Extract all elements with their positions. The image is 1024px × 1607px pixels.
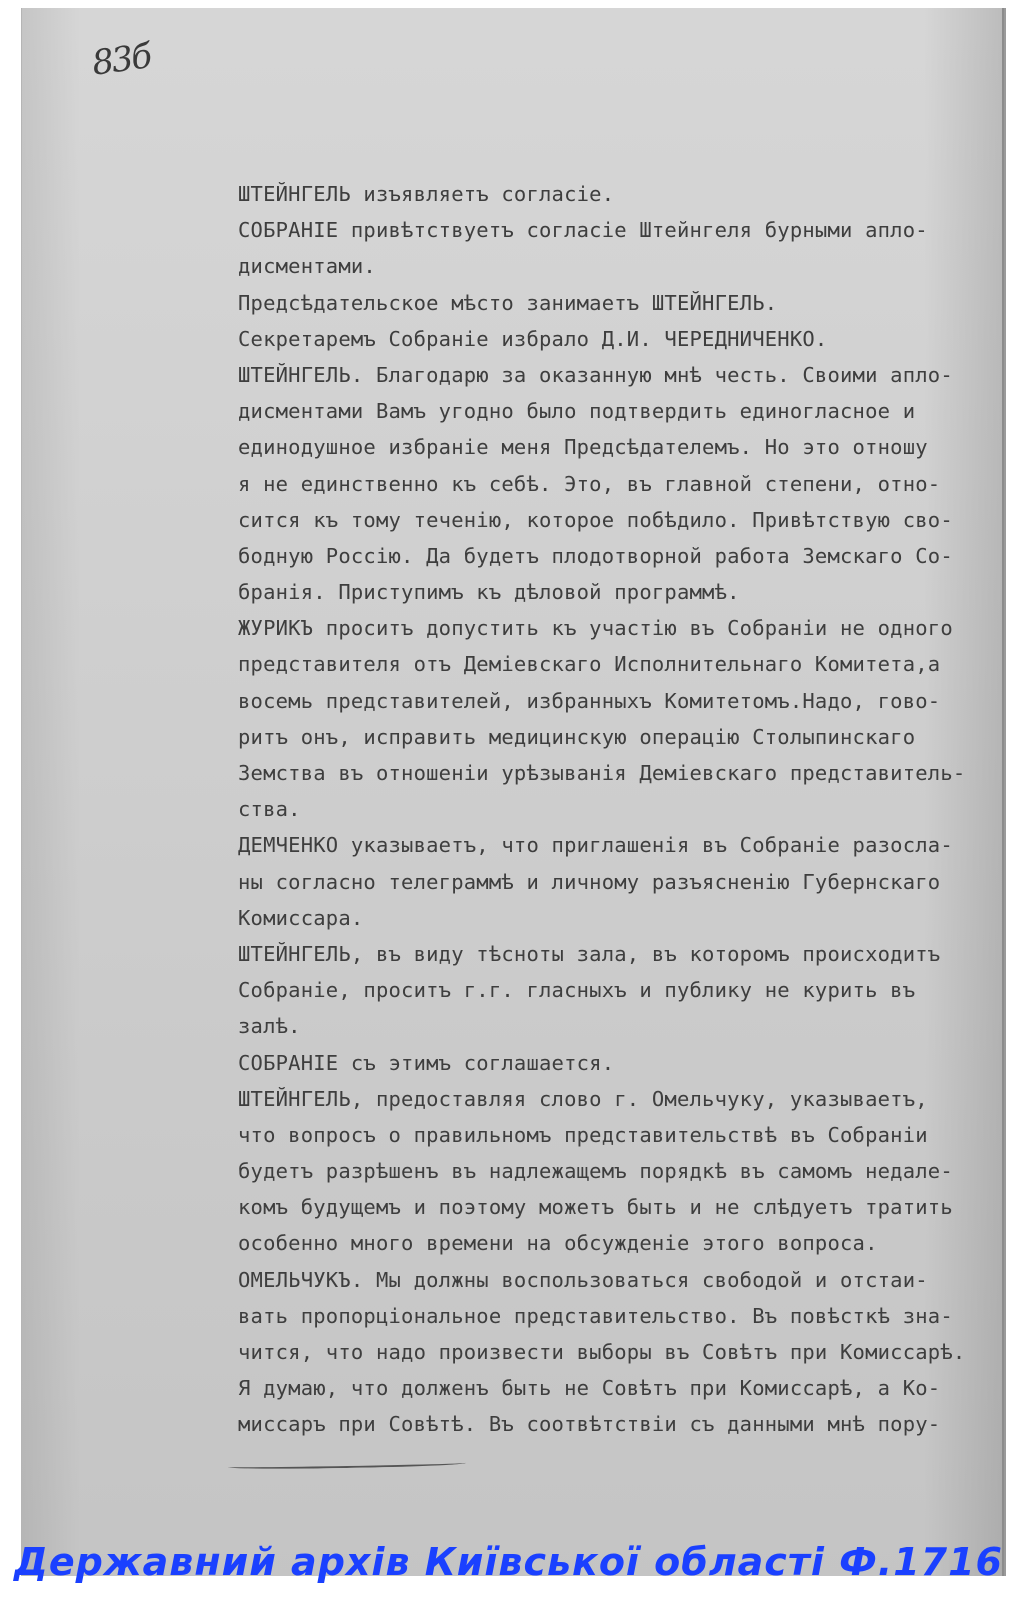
text-line: Я думаю, что долженъ быть не Совѣтъ при Комиссарѣ, а Ко- xyxy=(238,1376,941,1401)
text-line: Предсѣдательское мѣсто занимаетъ ШТЕЙНГЕЛЬ. xyxy=(238,290,778,315)
text-line: миссаръ при Совѣтѣ. Въ соотвѣтствіи съ данными мнѣ пору- xyxy=(238,1412,941,1437)
text-line: ШТЕЙНГЕЛЬ, предоставляя слово г. Омельчуку, указываетъ, xyxy=(238,1086,928,1111)
text-line: бранія. Приступимъ къ дѣловой программѣ. xyxy=(238,580,740,605)
text-line: Комиссара. xyxy=(238,905,364,930)
text-line: СОБРАНІЕ привѣтствуетъ согласіе Штейнгеля бурными апло- xyxy=(238,218,928,243)
text-line: залѣ. xyxy=(238,1014,301,1039)
text-line: бодную Россію. Да будетъ плодотворной работа Земскаго Со- xyxy=(238,543,953,568)
text-line: ны согласно телеграммѣ и личному разъясненію Губернскаго xyxy=(238,869,941,894)
text-line: ШТЕЙНГЕЛЬ, въ виду тѣсноты зала, въ которомъ происходитъ xyxy=(238,941,941,966)
text-line: будетъ разрѣшенъ въ надлежащемъ порядкѣ въ самомъ недале- xyxy=(238,1159,953,1184)
text-line: ШТЕЙНГЕЛЬ. Благодарю за оказанную мнѣ честь. Своими апло- xyxy=(238,362,953,387)
text-line: ОМЕЛЬЧУКЪ. Мы должны воспользоваться свободой и отстаи- xyxy=(238,1267,928,1292)
text-line: я не единственно къ себѣ. Это, въ главной степени, отно- xyxy=(238,471,941,496)
archive-watermark: Державний архів Київської області Ф.1716 xyxy=(14,1540,1003,1584)
text-line: представителя отъ Деміевскаго Исполнительнаго Комитета,а xyxy=(238,652,941,677)
text-line: сится къ тому теченію, которое побѣдило. Привѣтствую сво- xyxy=(238,507,953,532)
text-line: Секретаремъ Собраніе избрало Д.И. ЧЕРЕДНИЧЕНКО. xyxy=(238,326,828,351)
text-line: Собраніе, проситъ г.г. гласныхъ и публику не курить въ xyxy=(238,978,916,1003)
text-line: вать пропорціональное представительство. Въ повѣсткѣ зна- xyxy=(238,1303,953,1328)
text-line: ШТЕЙНГЕЛЬ изъявляетъ согласіе. xyxy=(238,182,615,206)
text-line: чится, что надо произвести выборы въ Совѣтъ при Комиссарѣ. xyxy=(238,1340,966,1364)
text-line: особенно много времени на обсужденіе этого вопроса. xyxy=(238,1231,878,1256)
handwritten-page-number: 83б xyxy=(89,36,153,84)
text-line: ЖУРИКЪ проситъ допустить къ участію въ Собраніи не одного xyxy=(238,616,953,641)
text-line: что вопросъ о правильномъ представительствѣ въ Собраніи xyxy=(238,1122,928,1147)
text-line: восемь представителей, избранныхъ Комитетомъ.Надо, гово- xyxy=(238,688,941,713)
text-line: СОБРАНІЕ съ этимъ соглашается. xyxy=(238,1050,615,1075)
text-line: ритъ онъ, исправить медицинскую операцію Столыпинскаго xyxy=(238,724,916,749)
text-line: дисментами Вамъ угодно было подтвердить единогласное и xyxy=(238,399,916,424)
text-line: комъ будущемъ и поэтому можетъ быть и не слѣдуетъ тратить xyxy=(238,1195,953,1220)
text-line: единодушное избраніе меня Предсѣдателемъ. Но это отношу xyxy=(238,435,928,460)
text-line: дисментами. xyxy=(238,254,376,279)
text-line: ства. xyxy=(238,797,301,822)
text-line: Земства въ отношеніи урѣзыванія Деміевскаго представитель- xyxy=(238,761,966,785)
typewritten-text xyxy=(238,176,966,1443)
text-line: ДЕМЧЕНКО указываетъ, что приглашенія въ Собраніе разосла- xyxy=(238,833,953,858)
